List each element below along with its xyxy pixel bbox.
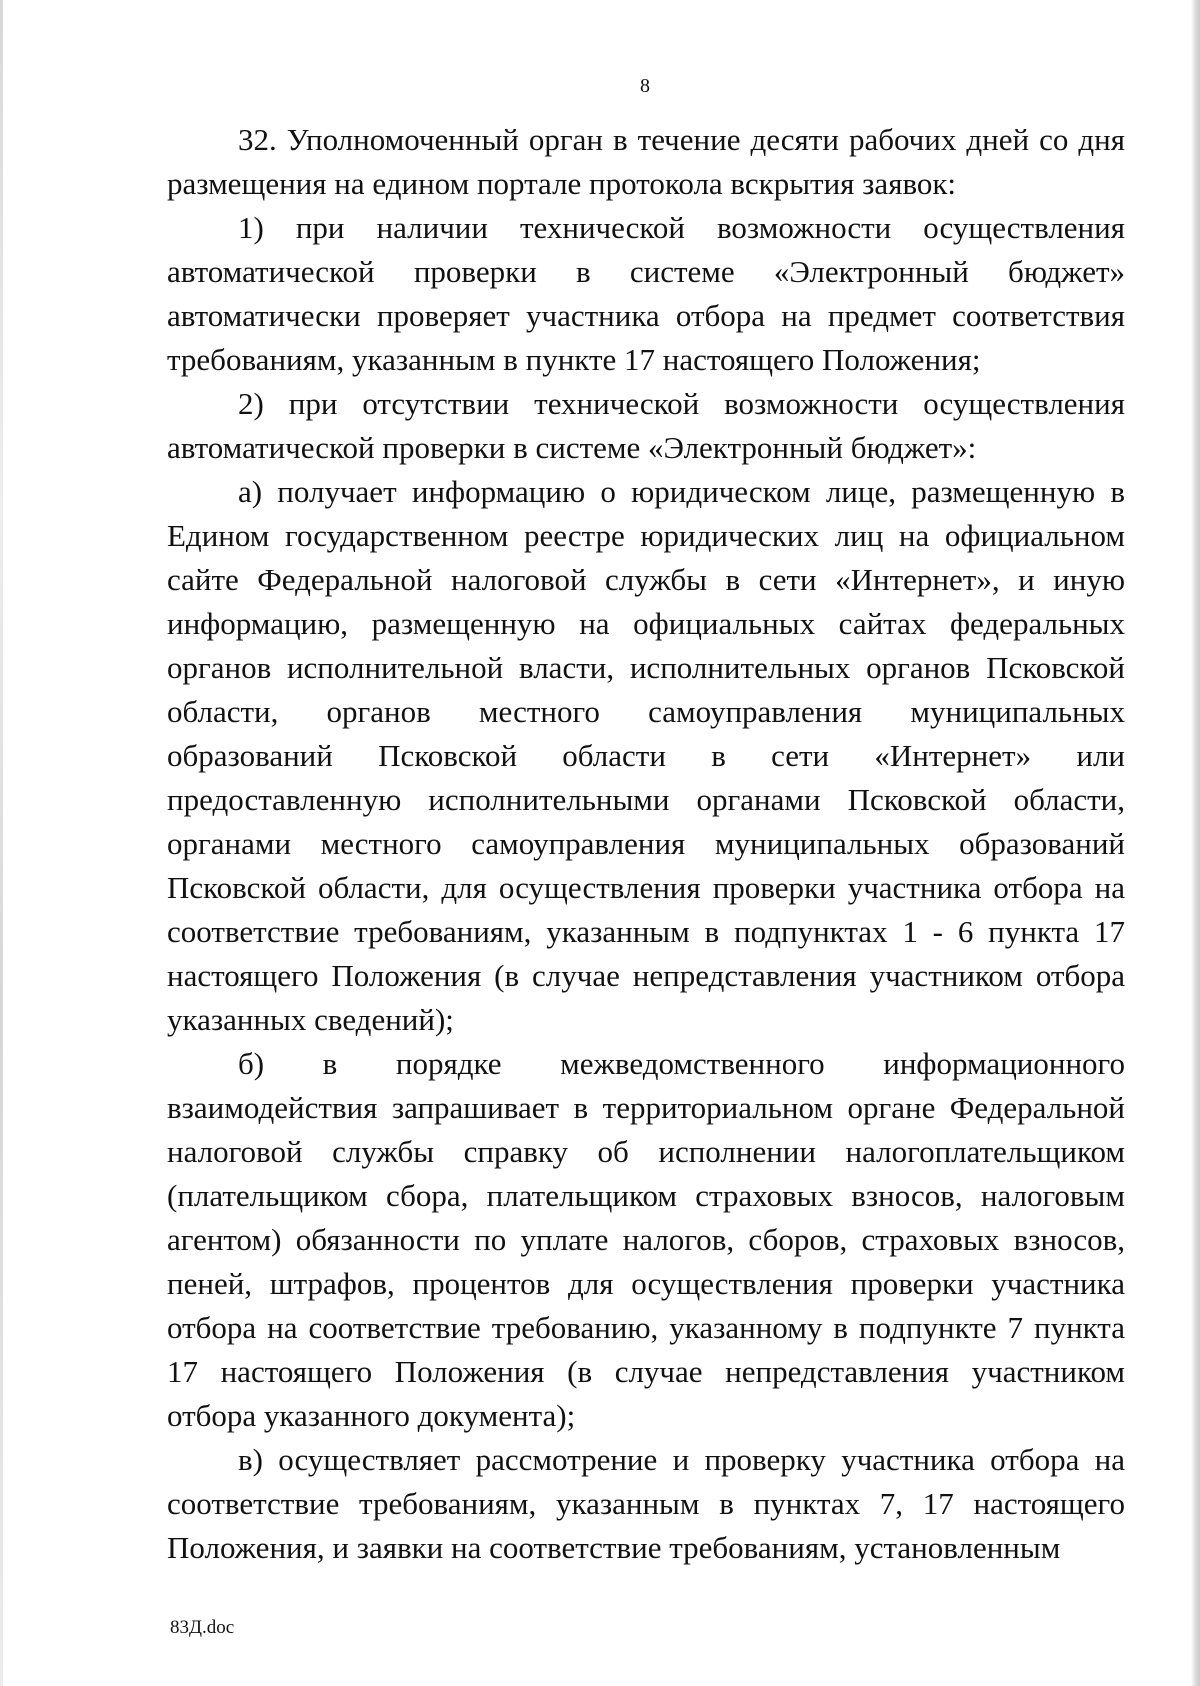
paragraph-item-2: 2) при отсутствии технической возможности осуществления автоматической проверки в системе «Электронный бюджет»: xyxy=(167,386,1125,465)
paragraph-item-1: 1) при наличии технической возможности осуществления автоматической проверки в системе «Электронный бюджет» автоматически проверяет участника отбора на предмет соответствия требованиям, указанным в пункте 17 настоящего Положения; xyxy=(167,210,1125,377)
scan-edge-right xyxy=(1191,0,1200,1686)
document-body xyxy=(167,118,1125,1570)
paragraph-subitem-a: а) получает информацию о юридическом лице, размещенную в Едином государственном реестре юридических лиц на официальном сайте Федеральной налоговой службы в сети «Интернет», и иную информацию, размещенную на официальных сайтах федеральных органов исполнительной власти, исполнительных органов Псковской области, органов местного самоуправления муниципальных образований Псковской области в сети «Интернет» или предоставленную исполнительными органами Псковской области, органами местного самоуправления муниципальных образований Псковской области, для осуществления проверки участника отбора на соответствие требованиям, указанным в подпунктах 1 - 6 пункта 17 настоящего Положения (в случае непредставления участником отбора указанных сведений); xyxy=(167,474,1125,1037)
scan-edge-left xyxy=(0,0,3,1686)
paragraph-32: 32. Уполномоченный орган в течение десяти рабочих дней со дня размещения на едином портале протокола вскрытия заявок: xyxy=(167,122,1125,201)
paragraph-subitem-b: б) в порядке межведомственного информационного взаимодействия запрашивает в территориальном органе Федеральной налоговой службы справку об исполнении налогоплательщиком (плательщиком сбора, плательщиком страховых взносов, налоговым агентом) обязанности по уплате налогов, сборов, страховых взносов, пеней, штрафов, процентов для осуществления проверки участника отбора на соответствие требованию, указанному в подпункте 7 пункта 17 настоящего Положения (в случае непредставления участником отбора указанного документа); xyxy=(167,1046,1125,1433)
footer-filename: 83Д.doc xyxy=(170,1617,235,1638)
page-number: 8 xyxy=(640,75,650,97)
paragraph-subitem-v: в) осуществляет рассмотрение и проверку участника отбора на соответствие требованиям, указанным в пунктах 7, 17 настоящего Положения, и заявки на соответствие требованиям, установленным xyxy=(167,1442,1125,1565)
